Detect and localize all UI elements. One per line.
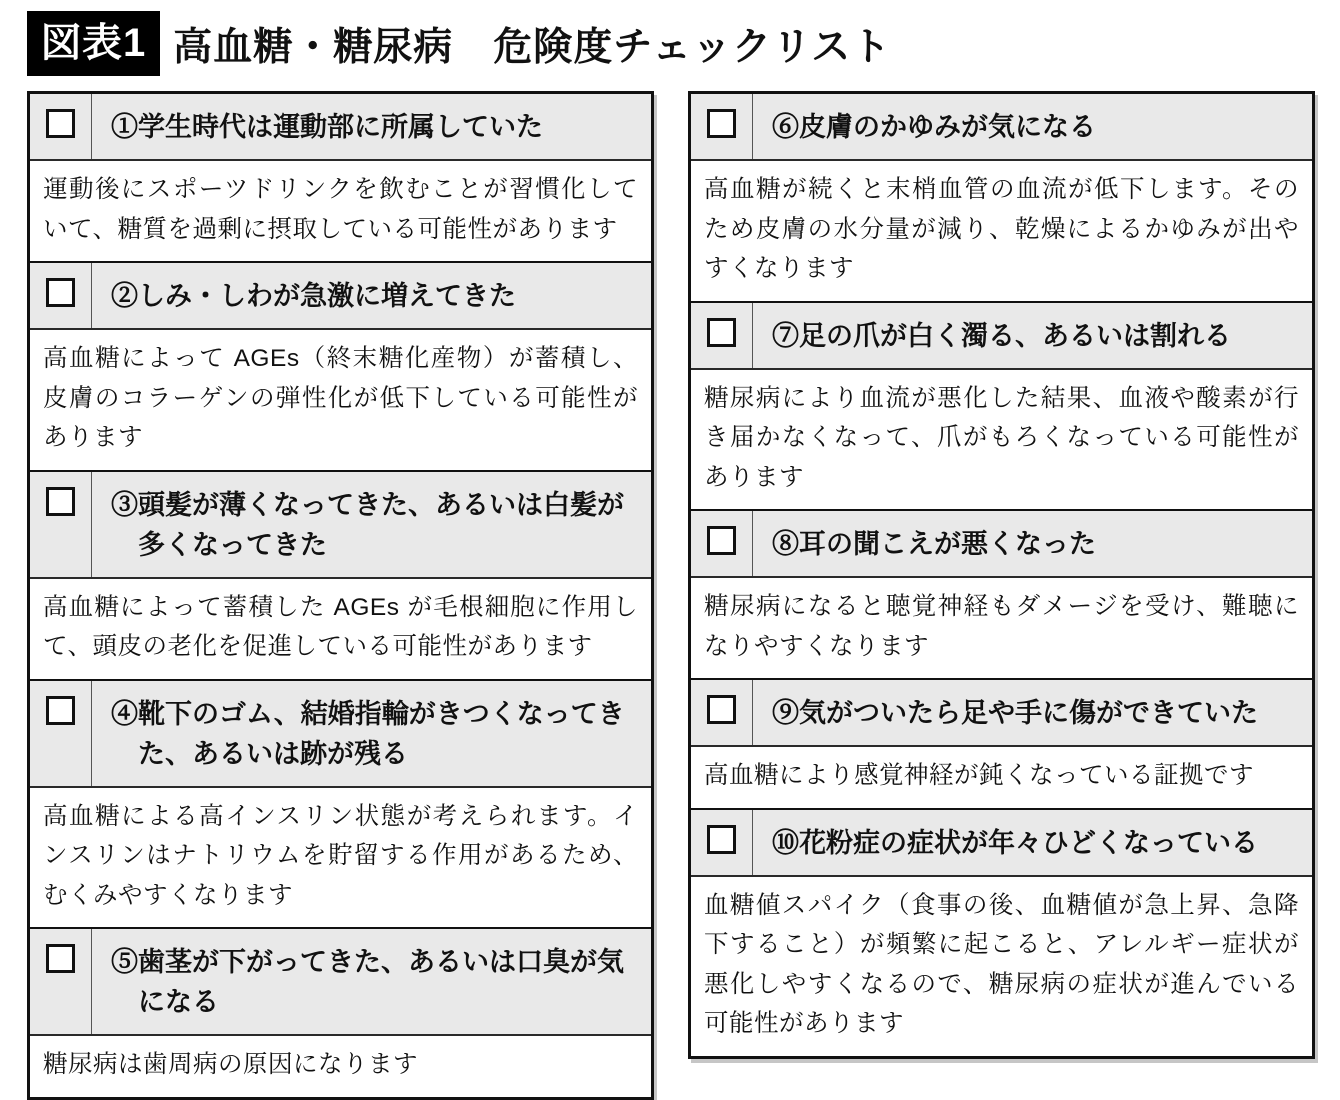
item-title: ④靴下のゴム、結婚指輪がきつくなってきた、あるいは跡が残る [111, 698, 625, 769]
checklist-item-9 [691, 678, 1312, 808]
item-header [691, 511, 1312, 578]
item-description: 高血糖が続くと末梢血管の血流が低下します。そのため皮膚の水分量が減り、乾燥によるかゆみが出やすくなります [704, 176, 1299, 282]
checkbox[interactable] [46, 109, 75, 138]
item-description: 糖尿病により血流が悪化した結果、血液や酸素が行き届かなくなって、爪がもろくなっている可能性があります [704, 384, 1299, 491]
checkbox-cell [691, 303, 753, 368]
checkbox-cell [30, 472, 92, 577]
page-title: 高血糖・糖尿病 危険度チェックリスト [173, 25, 892, 69]
checkbox-cell [691, 680, 753, 745]
item-description: 高血糖によって AGEs（終末糖化産物）が蓄積し、皮膚のコラーゲンの弾性化が低下している可能性があります [43, 345, 638, 451]
item-title: ⑩花粉症の症状が年々ひどくなっている [772, 827, 1258, 858]
checklist-left [27, 91, 654, 1100]
figure-header [27, 11, 1315, 76]
item-title: ②しみ・しわが急激に増えてきた [111, 281, 516, 311]
item-title: ⑧耳の聞こえが悪くなった [772, 529, 1096, 559]
checkbox[interactable] [707, 526, 736, 555]
checkbox[interactable] [46, 278, 75, 307]
item-header [691, 94, 1312, 161]
checkbox-cell [691, 94, 753, 159]
item-header [30, 263, 651, 330]
item-title: ⑥皮膚のかゆみが気になる [772, 112, 1096, 142]
item-title: ⑦足の爪が白く濁る、あるいは割れる [772, 320, 1231, 351]
item-description: 運動後にスポーツドリンクを飲むことが習慣化していて、糖質を過剰に摂取している可能性があります [43, 176, 638, 243]
checklist-item-5 [30, 927, 651, 1097]
checkbox-cell [30, 929, 92, 1034]
checkbox-cell [30, 94, 92, 159]
item-header [30, 929, 651, 1036]
checkbox[interactable] [707, 318, 736, 347]
item-header [30, 94, 651, 161]
checklist-item-2 [30, 261, 651, 470]
checkbox-cell [30, 263, 92, 328]
figure-tag: 図表1 [27, 11, 160, 76]
item-description: 糖尿病は歯周病の原因になります [43, 1051, 418, 1078]
item-header [30, 472, 651, 579]
checklist-item-4 [30, 679, 651, 928]
checklist-item-7 [691, 301, 1312, 510]
checklist-right [688, 91, 1315, 1059]
checkbox-cell [691, 810, 753, 875]
checklist-item-8 [691, 509, 1312, 678]
checkbox[interactable] [707, 825, 736, 854]
item-header [691, 810, 1312, 877]
item-title: ③頭髪が薄くなってきた、あるいは白髪が多くなってきた [111, 489, 624, 560]
checkbox-cell [691, 511, 753, 576]
item-header [691, 303, 1312, 370]
item-header [30, 681, 651, 788]
item-description: 高血糖により感覚神経が鈍くなっている証拠です [704, 762, 1254, 789]
item-title: ⑨気がついたら足や手に傷ができていた [772, 698, 1258, 728]
item-description: 糖尿病になると聴覚神経もダメージを受け、難聴になりやすくなります [704, 593, 1299, 660]
item-title: ①学生時代は運動部に所属していた [111, 112, 543, 142]
checklist-item-10 [691, 808, 1312, 1056]
item-header [691, 680, 1312, 747]
checklist-item-3 [30, 470, 651, 679]
checklist-grid [27, 91, 1315, 1100]
checkbox[interactable] [46, 944, 75, 973]
item-description: 血糖値スパイク（食事の後、血糖値が急上昇、急降下すること）が頻繁に起こると、アレルギー症状が悪化しやすくなるので、糖尿病の症状が進んでいる可能性があります [704, 891, 1299, 1037]
item-title: ⑤歯茎が下がってきた、あるいは口臭が気になる [111, 947, 624, 1017]
checkbox[interactable] [46, 487, 75, 516]
checkbox-cell [30, 681, 92, 786]
checklist-item-6 [691, 94, 1312, 301]
checkbox[interactable] [46, 696, 75, 725]
item-description: 高血糖による高インスリン状態が考えられます。インスリンはナトリウムを貯留する作用があるため、むくみやすくなります [43, 802, 638, 909]
checklist-item-1 [30, 94, 651, 261]
item-description: 高血糖によって蓄積した AGEs が毛根細胞に作用して、頭皮の老化を促進している可能性があります [43, 593, 638, 660]
checkbox[interactable] [707, 695, 736, 724]
checkbox[interactable] [707, 109, 736, 138]
